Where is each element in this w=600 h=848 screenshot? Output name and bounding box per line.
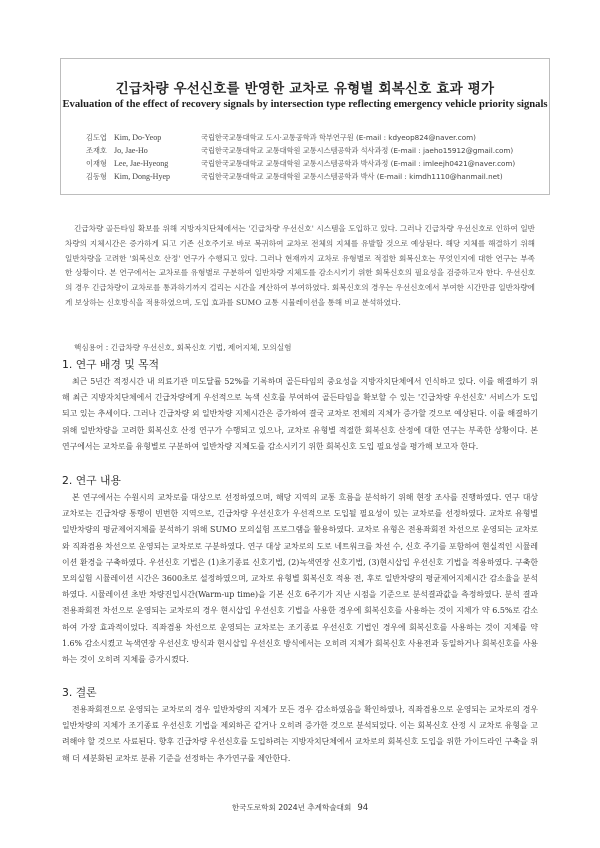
keywords: 핵심용어 : 긴급차량 우선신호, 회복신호 기법, 제어지체, 모의실험 bbox=[74, 343, 292, 352]
author-row bbox=[86, 144, 541, 157]
author-affiliation: 국립한국교통대학교 교통대학원 교통시스템공학과 석사과정 (E-mail : jaeho15912@gmail.com) bbox=[201, 146, 514, 155]
author-name-english: Lee, Jae-Hyeong bbox=[114, 159, 169, 168]
author-name-korean: 이재형 bbox=[86, 159, 107, 168]
author-name-english: Kim, Do-Yeop bbox=[114, 133, 162, 142]
section-3-body: 전용좌회전으로 운영되는 교차로의 경우 일반차량의 지체가 모든 경우 감소하였음을 확인하였나, 직좌겸용으로 운영되는 교차로의 경우 일반차량의 지체가 조기종료 우선신호 기법을 제외하곤 같거나 오히려 증가한 것으로 분석되었다. 이는 회복신호 산정 시 교차로 유형을 고려해야 할 것으로 사료된다. 향후 긴급차량 우선신호를 도입하려는 지방자치단체에서 교차로의 회복신호 도입을 위한 가이드라인 구축을 위해 더 세분화된 교차로 분류 기준을 선정하는 추가연구를 제안한다. bbox=[62, 705, 538, 763]
author-row bbox=[86, 131, 541, 144]
conference-name: 한국도로학회 2024년 추계학술대회 bbox=[231, 803, 352, 812]
title-block bbox=[60, 58, 550, 195]
page-footer bbox=[0, 802, 600, 813]
author-list bbox=[86, 131, 541, 183]
paper-title-korean: 긴급차량 우선신호를 반영한 교차로 유형별 회복신호 효과 평가 bbox=[115, 81, 495, 97]
author-affiliation: 국립한국교통대학교 교통대학원 교통시스템공학과 박사 (E-mail : kimdh1110@hanmail.net) bbox=[201, 172, 503, 181]
paper-title-english: Evaluation of the effect of recovery signals by intersection type reflecting emergency vehicle priority signals bbox=[62, 99, 548, 110]
section-1-body: 최근 5년간 적정시간 내 의료기관 미도달률 52%를 기록하며 골든타임의 중요성을 지방자치단체에서 인식하고 있다. 이를 해결하기 위해 최근 지방자치단체에서 긴급차량에게 우선적으로 녹색 신호를 부여하여 골든타임을 확보할 수 있는 '긴급차량 우선신호' 서비스가 도입되고 있는 추세이다. 그러나 긴급차량 외 일반차량 지체시간은 증가하여 결국 교차로 전체의 지체가 증가할 것으로 예상된다. 이를 해결하기 위해 일반차량을 고려한 회복신호 산정 연구가 수행되고 있으나, 교차로 유형별 적절한 회복신호 산정에 대한 연구는 부족한 상황이다. 본 연구에서는 교차로를 유형별로 구분하여 일반차량 지체도를 감소시키기 위한 회복신호 도입 필요성을 평가해 보고자 한다. bbox=[62, 377, 538, 451]
section-2-title: 2. 연구 내용 bbox=[62, 474, 121, 487]
section-1-title: 1. 연구 배경 및 목적 bbox=[62, 358, 160, 371]
author-name-korean: 김도엽 bbox=[86, 133, 107, 142]
abstract: 긴급차량 골든타임 확보를 위해 지방자치단체에서는 '긴급차량 우선신호' 시스템을 도입하고 있다. 그러나 긴급차량 우선신호로 인하여 일반차량의 지체시간은 증가하게 되고 기존 신호주기로 바로 복귀하여 교차로 전체의 지체를 유발할 것으로 예상된다. 해당 지체를 해결하기 위해 일반차량을 고려한 '회복신호 산정' 연구가 수행되고 있다. 그러나 현재까지 교차로 유형별로 적절한 회복신호는 무엇인지에 대한 연구는 부족한 상황이다. 본 연구에서는 교차로를 유형별로 구분하여 일반차량 지체도를 감소시키기 위한 회복신호의 필요성을 검증하고자 한다. 우선신호의 경우 긴급차량이 교차로를 통과하기까지 걸리는 시간을 계산하여 부여하였다. 회복신호의 경우는 우선신호에서 부여한 시간만큼 일반차량에게 보상하는 신호방식을 적용하였으며, 도입 효과를 SUMO 교통 시뮬레이션을 통해 비교 분석하였다. bbox=[65, 224, 535, 307]
page-number: 94 bbox=[357, 803, 369, 813]
author-name-korean: 조재호 bbox=[86, 146, 107, 155]
author-name-english: Jo, Jae-Ho bbox=[114, 146, 148, 155]
author-name-english: Kim, Dong-Hyep bbox=[114, 172, 170, 181]
section-3-title: 3. 결론 bbox=[62, 686, 97, 699]
section-2-body: 본 연구에서는 수원시의 교차로를 대상으로 선정하였으며, 해당 지역의 교통 흐름을 분석하기 위해 현장 조사를 진행하였다. 연구 대상 교차로는 긴급차량 통행이 빈번한 지역으로, 긴급차량 우선신호가 우선적으로 도입될 필요성이 있는 교차로를 선정하였다. 교차로 유형별 일반차량의 평균제어지체를 분석하기 위해 SUMO 모의실험 프로그램을 활용하였다. 교차로 유형은 전용좌회전 차선으로 운영되는 교차로와 직좌겸용 차선으로 운영되는 교차로로 구분하였다. 연구 대상 교차로의 도로 네트워크를 차선 수, 신호 주기를 포함하여 현실적인 시뮬레이션 환경을 구축하였다. 우선신호 기법은 (1)초기종료 신호기법, (2)녹색연장 신호기법, (3)현시삽입 우선신호 기법을 적용하였다. 구축한 모의실험 시뮬레이션 시간은 3600초로 설정하였으며, 교차로 유형별 회복신호 적용 전, 후로 일반차량의 평균제어지체시간 감소율을 분석하였다. 시뮬레이션 초반 차량진입시간(Warm-up time)을 기본 신호 6주기가 지난 시점을 기준으로 분석결과값을 측정하였다. 분석 결과 전용좌회전 차선으로 운영되는 교차로의 경우 현시삽입 우선신호 기법을 사용한 경우에 회복신호를 사용하는 것이 지체가 약 6.5%로 감소하여 가장 효과적이었다. 직좌겸용 차선으로 운영되는 교차로는 조기종료 우선신호 기법인 경우에 회복신호를 사용하는 것이 지체를 약 1.6% 감소시켰고 녹색연장 우선신호 방식과 현시삽입 우선신호 방식에서는 오히려 지체가 회복신호 사용전과 동일하거나 회복신호를 사용하는 것이 오히려 지체를 증가시켰다. bbox=[62, 493, 538, 665]
author-affiliation: 국립한국교통대학교 도시·교통공학과 학부연구원 (E-mail : kdyeop824@naver.com) bbox=[201, 133, 476, 142]
author-name-korean: 김동형 bbox=[86, 172, 107, 181]
author-affiliation: 국립한국교통대학교 교통대학원 교통시스템공학과 박사과정 (E-mail : imleejh0421@naver.com) bbox=[201, 159, 516, 168]
author-row bbox=[86, 157, 541, 170]
author-row bbox=[86, 170, 541, 183]
